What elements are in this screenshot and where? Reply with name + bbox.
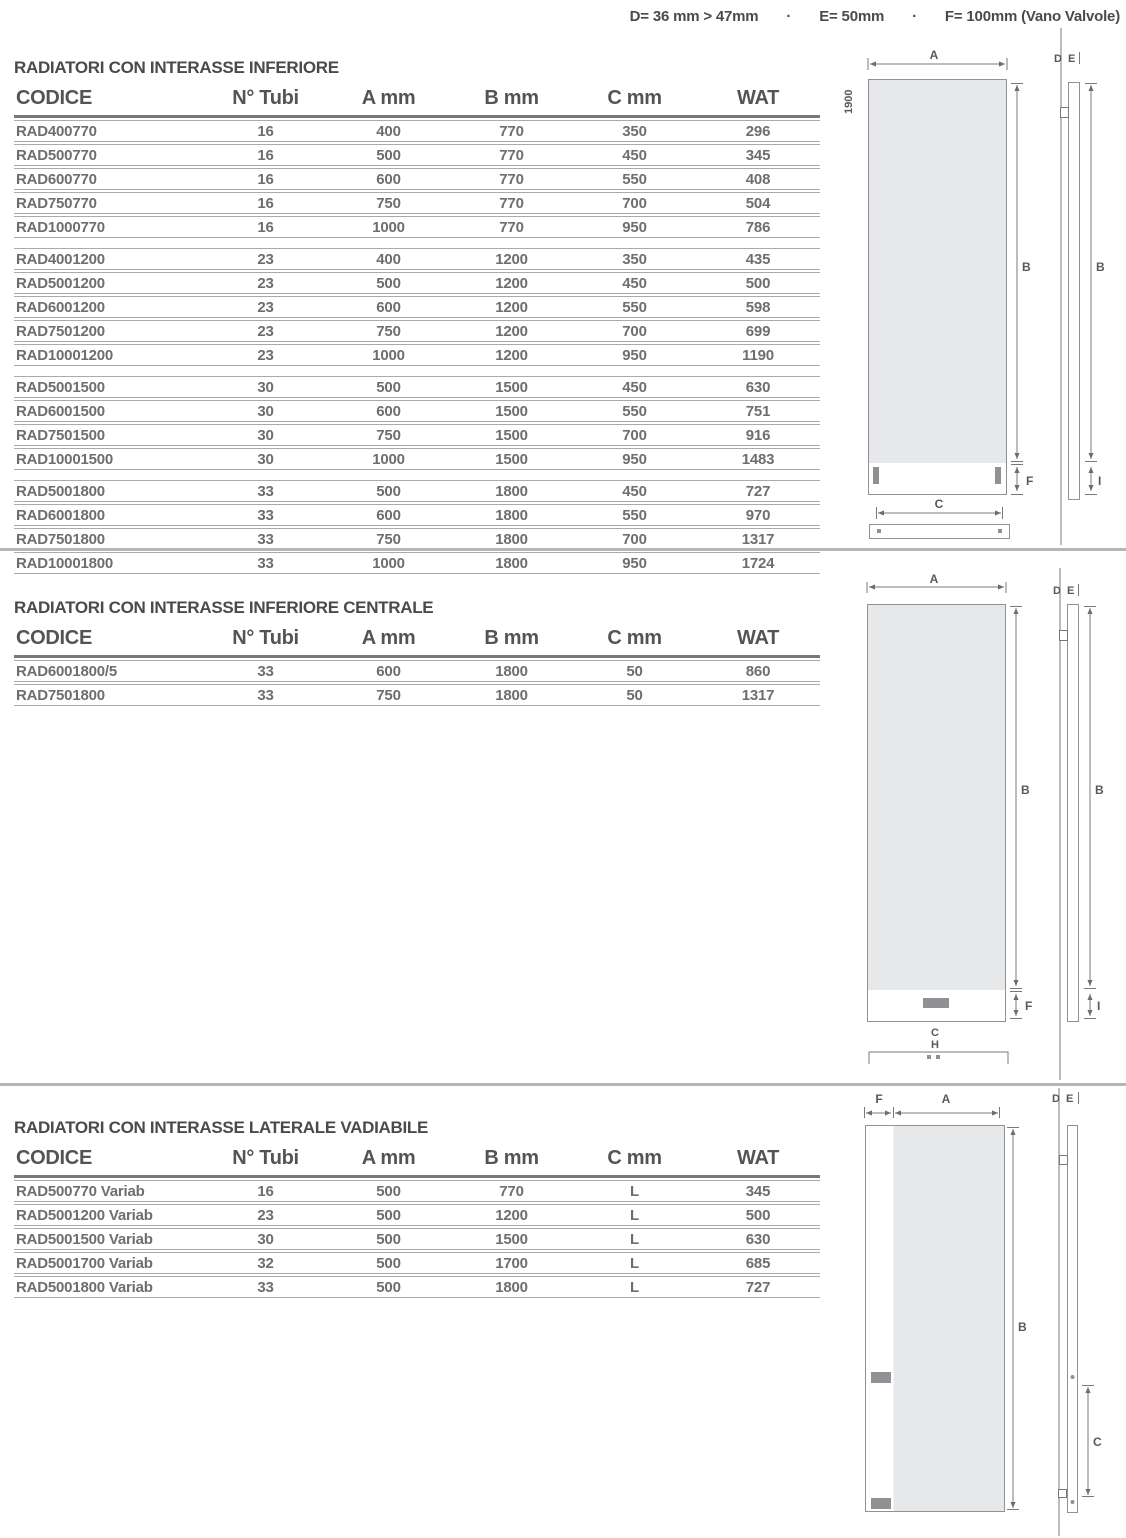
- value-cell: 598: [696, 296, 820, 318]
- table-row: [14, 448, 820, 470]
- dim-e-label: E: [1067, 585, 1075, 597]
- codice-cell: RAD7501200: [14, 320, 204, 342]
- table-row: [14, 1180, 820, 1202]
- radiator-panel: [869, 80, 1006, 463]
- dim-f-label: F: [1025, 999, 1033, 1013]
- valve-slot-left: [873, 467, 879, 484]
- table-row: [14, 400, 820, 422]
- table-row: [14, 248, 820, 270]
- value-cell: 500: [696, 272, 820, 294]
- codice-cell: RAD5001200: [14, 272, 204, 294]
- table-row: [14, 272, 820, 294]
- value-cell: 500: [327, 144, 450, 166]
- codice-cell: RAD5001800: [14, 480, 204, 502]
- table-row: [14, 424, 820, 446]
- codice-cell: RAD7501500: [14, 424, 204, 446]
- codice-cell: RAD7501800: [14, 528, 204, 550]
- radiator-side-profile: [1068, 605, 1079, 1022]
- dim-h-label: H: [931, 1039, 939, 1051]
- diagram-interasse-inferiore: [836, 24, 1126, 548]
- value-cell: 1000: [327, 552, 450, 574]
- codice-cell: RAD6001500: [14, 400, 204, 422]
- lateral-valve-slot-upper: [871, 1372, 891, 1383]
- value-cell: 345: [696, 144, 820, 166]
- value-cell: 1000: [327, 216, 450, 238]
- value-cell: 450: [573, 272, 696, 294]
- value-cell: 1317: [696, 684, 820, 706]
- diagram-interasse-laterale-variabile: [836, 1086, 1126, 1538]
- value-cell: 33: [204, 528, 327, 550]
- col-wat: WAT: [696, 1147, 820, 1178]
- value-cell: 1000: [327, 344, 450, 366]
- value-cell: 500: [327, 1252, 450, 1274]
- table-row: [14, 120, 820, 142]
- table-row: [14, 1204, 820, 1226]
- dim-c-label: C: [931, 1027, 939, 1039]
- value-cell: 600: [327, 400, 450, 422]
- value-cell: 770: [450, 168, 573, 190]
- value-cell: 751: [696, 400, 820, 422]
- wall-bracket: [1060, 1156, 1068, 1165]
- value-cell: 1500: [450, 400, 573, 422]
- value-cell: 1500: [450, 424, 573, 446]
- value-cell: 727: [696, 1276, 820, 1298]
- table-body: [14, 660, 820, 706]
- value-cell: 1500: [450, 448, 573, 470]
- col-c: C mm: [573, 87, 696, 118]
- table-row: [14, 216, 820, 238]
- wall-bracket: [1060, 631, 1068, 641]
- radiator-side-profile: [1068, 1126, 1078, 1513]
- value-cell: 33: [204, 1276, 327, 1298]
- value-cell: 23: [204, 1204, 327, 1226]
- codice-cell: RAD500770 Variab: [14, 1180, 204, 1202]
- col-codice: CODICE: [14, 1147, 204, 1178]
- table-row: [14, 296, 820, 318]
- value-cell: 860: [696, 660, 820, 682]
- codice-cell: RAD6001800/5: [14, 660, 204, 682]
- value-cell: 23: [204, 320, 327, 342]
- value-cell: 500: [327, 376, 450, 398]
- table-row: [14, 144, 820, 166]
- codice-cell: RAD7501800: [14, 684, 204, 706]
- col-codice: CODICE: [14, 87, 204, 118]
- value-cell: 32: [204, 1252, 327, 1274]
- value-cell: 950: [573, 552, 696, 574]
- value-cell: 33: [204, 480, 327, 502]
- value-cell: 23: [204, 344, 327, 366]
- col-wat: WAT: [696, 627, 820, 658]
- value-cell: 500: [327, 1180, 450, 1202]
- codice-cell: RAD10001500: [14, 448, 204, 470]
- value-cell: 699: [696, 320, 820, 342]
- value-cell: 1200: [450, 320, 573, 342]
- value-cell: 400: [327, 248, 450, 270]
- header-row: [14, 1147, 820, 1178]
- spacer-cell: [14, 240, 820, 246]
- dim-d-label: D: [1053, 585, 1061, 597]
- value-cell: 727: [696, 480, 820, 502]
- value-cell: 30: [204, 448, 327, 470]
- section-title: RADIATORI CON INTERASSE INFERIORE CENTRALE: [14, 598, 434, 617]
- codice-cell: RAD750770: [14, 192, 204, 214]
- note-bullet: ·: [912, 8, 917, 25]
- radiator-panel: [894, 1126, 1005, 1511]
- codice-cell: RAD5001500 Variab: [14, 1228, 204, 1250]
- table-row: [14, 480, 820, 502]
- value-cell: 408: [696, 168, 820, 190]
- value-cell: 500: [327, 1228, 450, 1250]
- header-row: [14, 627, 820, 658]
- table-head: [14, 627, 820, 658]
- value-cell: 750: [327, 684, 450, 706]
- value-cell: 600: [327, 168, 450, 190]
- value-cell: 630: [696, 1228, 820, 1250]
- spec-table: [14, 85, 820, 576]
- dim-c-label: C: [934, 497, 944, 511]
- bracket-hole: [877, 529, 881, 533]
- dim-b-label: B: [1018, 1320, 1027, 1334]
- value-cell: 770: [450, 216, 573, 238]
- connection-dot-upper: [1071, 1375, 1075, 1379]
- wall-bracket-bar: [870, 525, 1010, 539]
- value-cell: 1200: [450, 248, 573, 270]
- dim-e-label: E: [1066, 1093, 1074, 1105]
- value-cell: 685: [696, 1252, 820, 1274]
- col-a: A mm: [327, 87, 450, 118]
- spec-table: [14, 625, 820, 708]
- codice-cell: RAD4001200: [14, 248, 204, 270]
- value-cell: 50: [573, 684, 696, 706]
- value-cell: L: [573, 1228, 696, 1250]
- dimension-note: [630, 8, 1120, 25]
- valve-slot-right: [995, 467, 1001, 484]
- section-interasse-inferiore-centrale: [14, 598, 820, 708]
- value-cell: 1500: [450, 1228, 573, 1250]
- table-head: [14, 87, 820, 118]
- dim-i-label: I: [1097, 999, 1101, 1013]
- central-valve-slot: [923, 998, 949, 1008]
- table-row: [14, 684, 820, 706]
- value-cell: 400: [327, 120, 450, 142]
- value-cell: 1700: [450, 1252, 573, 1274]
- note-d: D= 36 mm > 47mm: [629, 8, 759, 25]
- dim-f-label: F: [1026, 474, 1034, 488]
- note-e: E= 50mm: [819, 8, 885, 25]
- value-cell: 750: [327, 424, 450, 446]
- value-cell: 550: [573, 296, 696, 318]
- col-b: B mm: [450, 87, 573, 118]
- value-cell: L: [573, 1252, 696, 1274]
- codice-cell: RAD6001200: [14, 296, 204, 318]
- bracket-hole: [936, 1055, 940, 1059]
- height-1900-label: 1900: [843, 89, 855, 114]
- value-cell: 1800: [450, 480, 573, 502]
- value-cell: 33: [204, 684, 327, 706]
- value-cell: 1800: [450, 504, 573, 526]
- col-wat: WAT: [696, 87, 820, 118]
- section-interasse-laterale-variabile: [14, 1118, 820, 1300]
- codice-cell: RAD5001500: [14, 376, 204, 398]
- value-cell: 750: [327, 528, 450, 550]
- value-cell: 23: [204, 248, 327, 270]
- dim-a-label: A: [929, 48, 939, 62]
- codice-cell: RAD10001800: [14, 552, 204, 574]
- table-row: [14, 168, 820, 190]
- table-row: [14, 1252, 820, 1274]
- value-cell: 500: [327, 480, 450, 502]
- value-cell: 350: [573, 120, 696, 142]
- value-cell: 23: [204, 296, 327, 318]
- dim-e-label: E: [1068, 53, 1076, 65]
- bracket-hole: [927, 1055, 931, 1059]
- value-cell: 1200: [450, 1204, 573, 1226]
- note-bullet: ·: [786, 8, 792, 25]
- value-cell: 296: [696, 120, 820, 142]
- value-cell: 770: [450, 144, 573, 166]
- codice-cell: RAD600770: [14, 168, 204, 190]
- diagram-interasse-inferiore-centrale: [836, 564, 1126, 1084]
- value-cell: 750: [327, 192, 450, 214]
- radiator-side-profile: [1069, 83, 1080, 500]
- codice-cell: RAD400770: [14, 120, 204, 142]
- value-cell: 345: [696, 1180, 820, 1202]
- table-row: [14, 192, 820, 214]
- lateral-valve-slot-lower: [871, 1498, 891, 1509]
- dim-f-label: F: [875, 1092, 883, 1106]
- value-cell: 1800: [450, 684, 573, 706]
- table-row: [14, 660, 820, 682]
- connection-dot-lower: [1071, 1500, 1075, 1504]
- col-tubi: N° Tubi: [204, 627, 327, 658]
- dim-a-label: A: [941, 1092, 951, 1106]
- dim-i-label: I: [1098, 474, 1102, 488]
- value-cell: 550: [573, 168, 696, 190]
- value-cell: 450: [573, 376, 696, 398]
- radiator-panel: [868, 605, 1005, 990]
- table-body: [14, 120, 820, 574]
- dim-a-label: A: [929, 572, 939, 586]
- value-cell: 16: [204, 1180, 327, 1202]
- value-cell: 700: [573, 424, 696, 446]
- group-spacer: [14, 368, 820, 374]
- value-cell: 1800: [450, 660, 573, 682]
- value-cell: 1190: [696, 344, 820, 366]
- value-cell: 950: [573, 448, 696, 470]
- value-cell: 30: [204, 376, 327, 398]
- value-cell: 1200: [450, 344, 573, 366]
- col-codice: CODICE: [14, 627, 204, 658]
- value-cell: 1200: [450, 296, 573, 318]
- value-cell: 950: [573, 344, 696, 366]
- table-body: [14, 1180, 820, 1298]
- table-row: [14, 344, 820, 366]
- value-cell: 700: [573, 528, 696, 550]
- codice-cell: RAD500770: [14, 144, 204, 166]
- value-cell: 450: [573, 480, 696, 502]
- spacer-cell: [14, 368, 820, 374]
- table-head: [14, 1147, 820, 1178]
- value-cell: 600: [327, 296, 450, 318]
- dim-d-label: D: [1054, 53, 1062, 65]
- col-b: B mm: [450, 627, 573, 658]
- value-cell: 30: [204, 1228, 327, 1250]
- col-a: A mm: [327, 627, 450, 658]
- value-cell: 350: [573, 248, 696, 270]
- value-cell: 630: [696, 376, 820, 398]
- table-row: [14, 376, 820, 398]
- value-cell: 16: [204, 120, 327, 142]
- col-c: C mm: [573, 1147, 696, 1178]
- table-row: [14, 1276, 820, 1298]
- value-cell: 750: [327, 320, 450, 342]
- spec-table: [14, 1145, 820, 1300]
- value-cell: 23: [204, 272, 327, 294]
- codice-cell: RAD5001800 Variab: [14, 1276, 204, 1298]
- value-cell: 500: [327, 1204, 450, 1226]
- value-cell: 600: [327, 660, 450, 682]
- bracket-hole: [998, 529, 1002, 533]
- value-cell: 33: [204, 504, 327, 526]
- value-cell: 970: [696, 504, 820, 526]
- value-cell: L: [573, 1276, 696, 1298]
- value-cell: 1000: [327, 448, 450, 470]
- section-interasse-inferiore: [14, 58, 820, 576]
- codice-cell: RAD10001200: [14, 344, 204, 366]
- value-cell: 1317: [696, 528, 820, 550]
- wall-bracket-bottom: [1059, 1490, 1067, 1498]
- col-tubi: N° Tubi: [204, 87, 327, 118]
- col-b: B mm: [450, 1147, 573, 1178]
- dim-b-label: B: [1096, 260, 1105, 274]
- value-cell: 950: [573, 216, 696, 238]
- table-row: [14, 504, 820, 526]
- value-cell: 1500: [450, 376, 573, 398]
- value-cell: 1483: [696, 448, 820, 470]
- value-cell: 500: [327, 1276, 450, 1298]
- value-cell: 500: [696, 1204, 820, 1226]
- table-row: [14, 552, 820, 574]
- value-cell: 786: [696, 216, 820, 238]
- value-cell: 50: [573, 660, 696, 682]
- section-title: RADIATORI CON INTERASSE LATERALE VADIABILE: [14, 1118, 428, 1137]
- value-cell: 770: [450, 120, 573, 142]
- dim-b-label: B: [1095, 783, 1104, 797]
- dim-d-label: D: [1052, 1093, 1060, 1105]
- section-title: RADIATORI CON INTERASSE INFERIORE: [14, 58, 339, 77]
- value-cell: 1800: [450, 552, 573, 574]
- header-row: [14, 87, 820, 118]
- value-cell: 33: [204, 660, 327, 682]
- group-spacer: [14, 240, 820, 246]
- value-cell: 435: [696, 248, 820, 270]
- table-row: [14, 320, 820, 342]
- value-cell: 500: [327, 272, 450, 294]
- value-cell: 30: [204, 424, 327, 446]
- table-row: [14, 1228, 820, 1250]
- value-cell: 16: [204, 216, 327, 238]
- codice-cell: RAD5001200 Variab: [14, 1204, 204, 1226]
- spacer-cell: [14, 472, 820, 478]
- value-cell: 1724: [696, 552, 820, 574]
- value-cell: 33: [204, 552, 327, 574]
- value-cell: 916: [696, 424, 820, 446]
- value-cell: L: [573, 1204, 696, 1226]
- value-cell: 600: [327, 504, 450, 526]
- dim-b-label: B: [1022, 260, 1031, 274]
- col-tubi: N° Tubi: [204, 1147, 327, 1178]
- value-cell: 16: [204, 168, 327, 190]
- value-cell: 1200: [450, 272, 573, 294]
- dim-c-label: C: [1093, 1435, 1102, 1449]
- value-cell: 770: [450, 192, 573, 214]
- value-cell: 550: [573, 504, 696, 526]
- section-divider: [0, 548, 1126, 551]
- value-cell: 504: [696, 192, 820, 214]
- value-cell: 450: [573, 144, 696, 166]
- group-spacer: [14, 472, 820, 478]
- value-cell: 700: [573, 192, 696, 214]
- value-cell: 770: [450, 1180, 573, 1202]
- value-cell: L: [573, 1180, 696, 1202]
- value-cell: 16: [204, 192, 327, 214]
- table-row: [14, 528, 820, 550]
- codice-cell: RAD6001800: [14, 504, 204, 526]
- codice-cell: RAD5001700 Variab: [14, 1252, 204, 1274]
- value-cell: 1800: [450, 528, 573, 550]
- value-cell: 1800: [450, 1276, 573, 1298]
- note-f: F= 100mm (Vano Valvole): [944, 8, 1120, 25]
- codice-cell: RAD1000770: [14, 216, 204, 238]
- value-cell: 700: [573, 320, 696, 342]
- value-cell: 16: [204, 144, 327, 166]
- value-cell: 30: [204, 400, 327, 422]
- col-c: C mm: [573, 627, 696, 658]
- wall-bracket: [1061, 108, 1069, 118]
- value-cell: 550: [573, 400, 696, 422]
- dim-b-label: B: [1021, 783, 1030, 797]
- col-a: A mm: [327, 1147, 450, 1178]
